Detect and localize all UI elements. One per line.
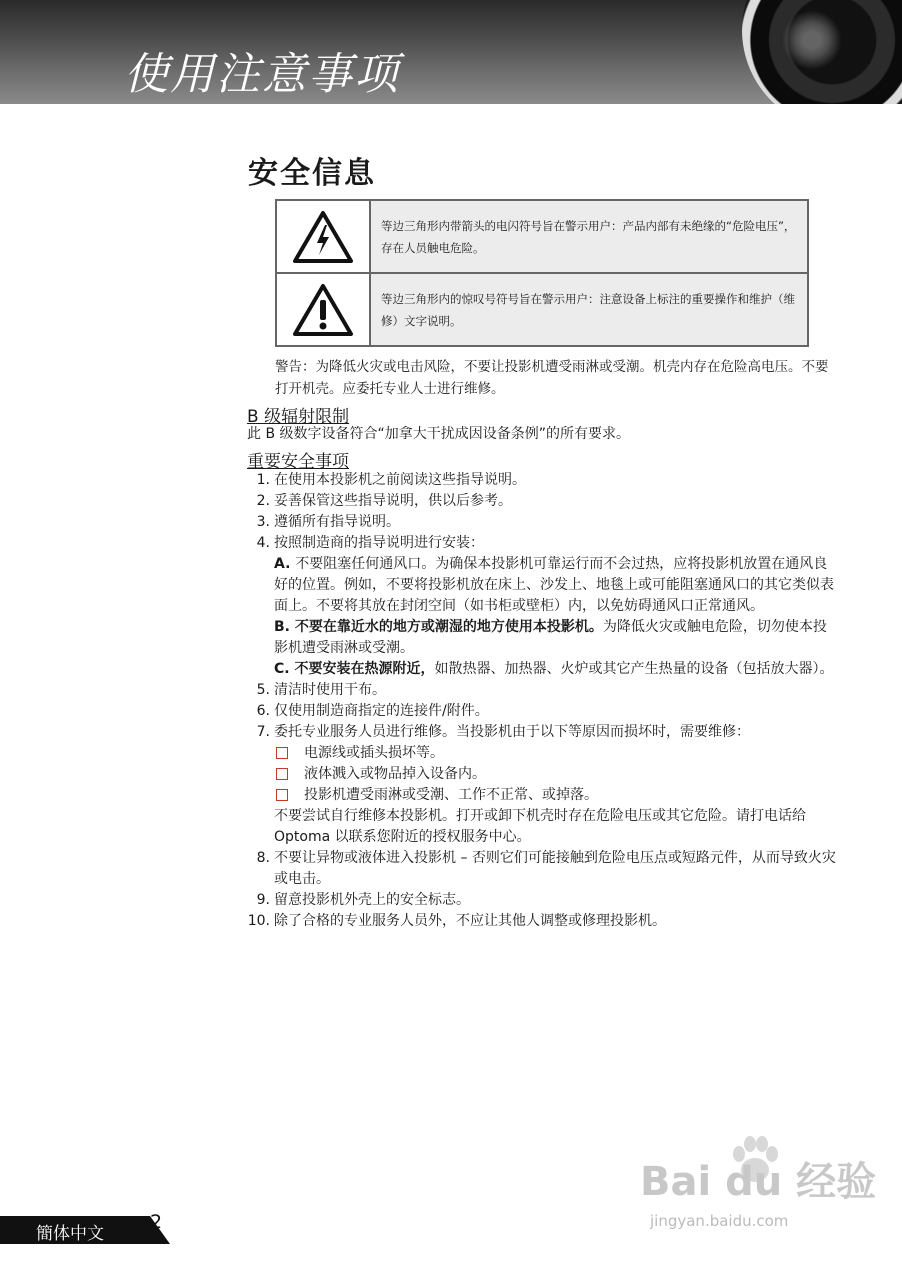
checkbox-bullet-icon — [276, 789, 288, 801]
sub-text: 不要阻塞任何通风口。为确保本投影机可靠运行而不会过热，应将投影机放置在通风良好的位置。例如，不要将投影机放在床上、沙发上、地毯上或可能阻塞通风口的其它类似表面上。不要将其放在封闭空间（如书柜或壁柜）内，以免妨碍通风口正常通风。 — [274, 556, 834, 614]
list-item — [246, 890, 836, 911]
item-number: 8. — [256, 850, 270, 866]
lens-highlight — [782, 10, 842, 70]
class-b-heading: B 级辐射限制 — [247, 407, 350, 427]
watermark-url: jingyan.baidu.com — [650, 1212, 789, 1230]
item-text: 清洁时使用干布。 — [274, 682, 386, 698]
warning-text-electric: 等边三角形内带箭头的电闪符号旨在警示用户：产品内部有未绝缘的“危险电压”，存在人员触电危险。 — [371, 201, 807, 272]
item-text: 按照制造商的指导说明进行安装： — [274, 535, 484, 551]
list-item — [246, 470, 836, 491]
class-b-text: 此 B 级数字设备符合“加拿大干扰成因设备条例”的所有要求。 — [247, 426, 631, 442]
warning-row-electric — [277, 201, 807, 272]
item-text: 委托专业服务人员进行维修。当投影机由于以下等原因而损坏时，需要维修： — [274, 724, 750, 740]
sub-item-b — [246, 617, 836, 659]
bullet-item — [246, 743, 836, 764]
exclamation-triangle-icon — [277, 274, 371, 345]
sub-label: A. — [274, 556, 296, 572]
note-text: 不要尝试自行维修本投影机。打开或卸下机壳时存在危险电压或其它危险。请打电话给 Optoma 以联系您附近的授权服务中心。 — [274, 808, 806, 845]
section-title: 安全信息 — [248, 156, 376, 191]
sub-label: C. — [274, 661, 295, 677]
list-item — [246, 722, 836, 743]
checkbox-bullet-icon — [276, 768, 288, 780]
important-heading: 重要安全事项 — [247, 452, 349, 472]
item-text: 妥善保管这些指导说明，供以后参考。 — [274, 493, 512, 509]
lightning-triangle-icon — [277, 201, 371, 272]
warning-note: 警告：为降低火灾或电击风险，不要让投影机遭受雨淋或受潮。机壳内存在危险高电压。不要打开机壳。应委托专业人士进行维修。 — [275, 359, 829, 397]
item-text: 留意投影机外壳上的安全标志。 — [274, 892, 470, 908]
sub-text: 如散热器、加热器、火炉或其它产生热量的设备（包括放大器）。 — [434, 661, 834, 677]
sub-bold-text: 不要在靠近水的地方或潮湿的地方使用本投影机。 — [294, 619, 603, 635]
list-item — [246, 491, 836, 512]
list-item — [246, 701, 836, 722]
watermark-brand: Bai du 经验 — [640, 1159, 877, 1205]
warning-symbols-table — [275, 199, 809, 347]
list-item — [246, 848, 836, 890]
page-number: 2 — [150, 1211, 163, 1233]
sub-item-c — [246, 659, 836, 680]
bullet-item — [246, 785, 836, 806]
warning-text-attention: 等边三角形内的惊叹号符号旨在警示用户：注意设备上标注的重要操作和维护（维修）文字说明。 — [371, 274, 807, 345]
item-text: 不要让异物或液体进入投影机 – 否则它们可能接触到危险电压点或短路元件，从而导致火灾或电击。 — [274, 850, 836, 887]
item-number: 10. — [247, 913, 270, 929]
item-number: 7. — [256, 724, 270, 740]
list-item — [246, 911, 836, 932]
header-banner — [0, 0, 902, 104]
important-safety-list — [246, 470, 836, 932]
bullet-text: 液体溅入或物品掉入设备内。 — [304, 766, 486, 782]
sub-item-a — [246, 554, 836, 617]
list-item — [246, 533, 836, 554]
page-header-title: 使用注意事项 — [124, 49, 400, 100]
list-item — [246, 512, 836, 533]
item-text: 遵循所有指导说明。 — [274, 514, 400, 530]
footer-language: 簡体中文 — [36, 1224, 104, 1244]
item-text: 仅使用制造商指定的连接件/附件。 — [274, 703, 489, 719]
item-text: 除了合格的专业服务人员外，不应让其他人调整或修理投影机。 — [274, 913, 666, 929]
item-number: 4. — [256, 535, 270, 551]
warning-row-attention — [277, 272, 807, 345]
item-number: 1. — [256, 472, 270, 488]
item-number: 5. — [256, 682, 270, 698]
item7-note — [246, 806, 836, 848]
item-number: 2. — [256, 493, 270, 509]
item-text: 在使用本投影机之前阅读这些指导说明。 — [274, 472, 526, 488]
sub-text: 为降低火灾或触电危险，切勿使本投影机遭受雨淋或受潮。 — [274, 619, 827, 656]
checkbox-bullet-icon — [276, 747, 288, 759]
bullet-item — [246, 764, 836, 785]
sub-bold-text: 不要安装在热源附近， — [294, 661, 435, 677]
sub-label: B. — [274, 619, 295, 635]
item-number: 9. — [256, 892, 270, 908]
item-number: 3. — [256, 514, 270, 530]
item-number: 6. — [256, 703, 270, 719]
bullet-text: 电源线或插头损坏等。 — [304, 745, 444, 761]
bullet-text: 投影机遭受雨淋或受潮、工作不正常、或掉落。 — [304, 787, 598, 803]
list-item — [246, 680, 836, 701]
